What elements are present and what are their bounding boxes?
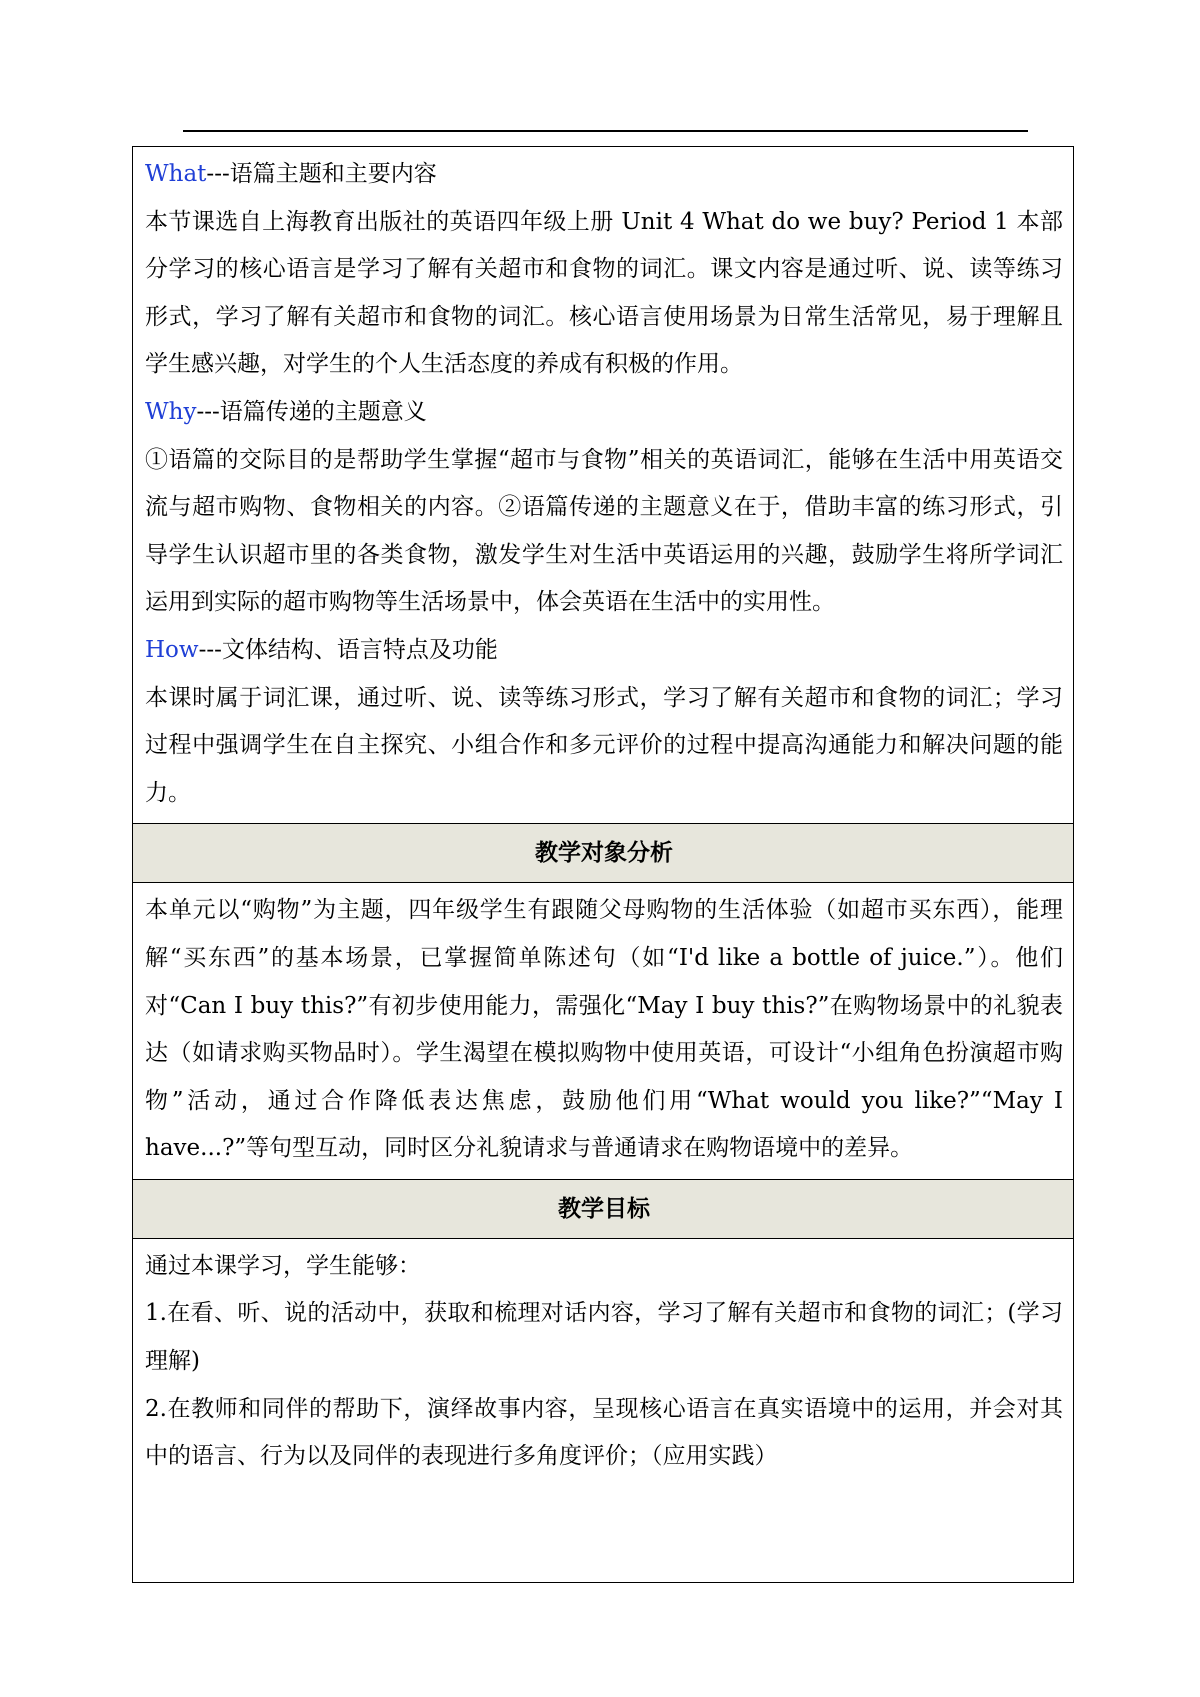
- why-heading: [145, 389, 1063, 437]
- how-heading: [145, 627, 1063, 675]
- students-section-title: 教学对象分析: [133, 824, 1074, 883]
- text-analysis-cell: [133, 147, 1074, 824]
- page-header-rule: [183, 130, 1028, 132]
- objective-item: 1.在看、听、说的活动中，获取和梳理对话内容，学习了解有关超市和食物的词汇；(学习理解): [145, 1300, 1063, 1375]
- what-body: 本节课选自上海教育出版社的英语四年级上册 Unit 4 What do we buy? Period 1 本部分学习的核心语言是学习了解有关超市和食物的词汇。课文内容是通过听、说、读等练习形式，学习了解有关超市和食物的词汇。核心语言使用场景为日常生活常见，易于理解且学生感兴趣，对学生的个人生活态度的养成有积极的作用。: [145, 208, 1063, 378]
- how-body: 本课时属于词汇课，通过听、说、读等练习形式，学习了解有关超市和食物的词汇；学习过程中强调学生在自主探究、小组合作和多元评价的过程中提高沟通能力和解决问题的能力。: [145, 684, 1063, 806]
- students-header-row: [133, 824, 1074, 883]
- students-body: 本单元以“购物”为主题，四年级学生有跟随父母购物的生活体验（如超市买东西），能理解“买东西”的基本场景，已掌握简单陈述句（如“I'd like a bottle of juice.”）。他们对“Can I buy this?”有初步使用能力，需强化“May I buy this?”在购物场景中的礼貌表达（如请求购买物品时）。学生渴望在模拟购物中使用英语，可设计“小组角色扮演超市购物”活动，通过合作降低表达焦虑，鼓励他们用“What would you like?”“May I have...?”等句型互动，同时区分礼貌请求与普通请求在购物语境中的差异。: [145, 897, 1063, 1162]
- why-heading-text: ---语篇传递的主题意义: [196, 398, 427, 425]
- how-heading-text: ---文体结构、语言特点及功能: [198, 636, 498, 663]
- why-body: ①语篇的交际目的是帮助学生掌握“超市与食物”相关的英语词汇，能够在生活中用英语交流与超市购物、食物相关的内容。②语篇传递的主题意义在于，借助丰富的练习形式，引导学生认识超市里的各类食物，激发学生对生活中英语运用的兴趣，鼓励学生将所学词汇运用到实际的超市购物等生活场景中，体会英语在生活中的实用性。: [145, 446, 1063, 616]
- students-body-row: [133, 883, 1074, 1180]
- why-keyword: Why: [145, 398, 197, 425]
- objectives-body-cell: [133, 1238, 1074, 1582]
- how-keyword: How: [145, 636, 199, 663]
- what-heading-text: ---语篇主题和主要内容: [206, 161, 437, 187]
- what-keyword: What: [145, 161, 207, 187]
- objective-item: 2.在教师和同伴的帮助下，演绎故事内容，呈现核心语言在真实语境中的运用，并会对其中的语言、行为以及同伴的表现进行多角度评价；（应用实践）: [145, 1395, 1063, 1470]
- objectives-header-row: [133, 1179, 1074, 1238]
- lesson-plan-table: [132, 146, 1074, 1583]
- objectives-body-row: [133, 1238, 1074, 1582]
- objectives-intro: 通过本课学习，学生能够：: [145, 1252, 421, 1279]
- analysis-row: [133, 147, 1074, 824]
- students-body-cell: [133, 883, 1074, 1180]
- objectives-section-title: 教学目标: [133, 1179, 1074, 1238]
- what-heading: [145, 151, 1063, 199]
